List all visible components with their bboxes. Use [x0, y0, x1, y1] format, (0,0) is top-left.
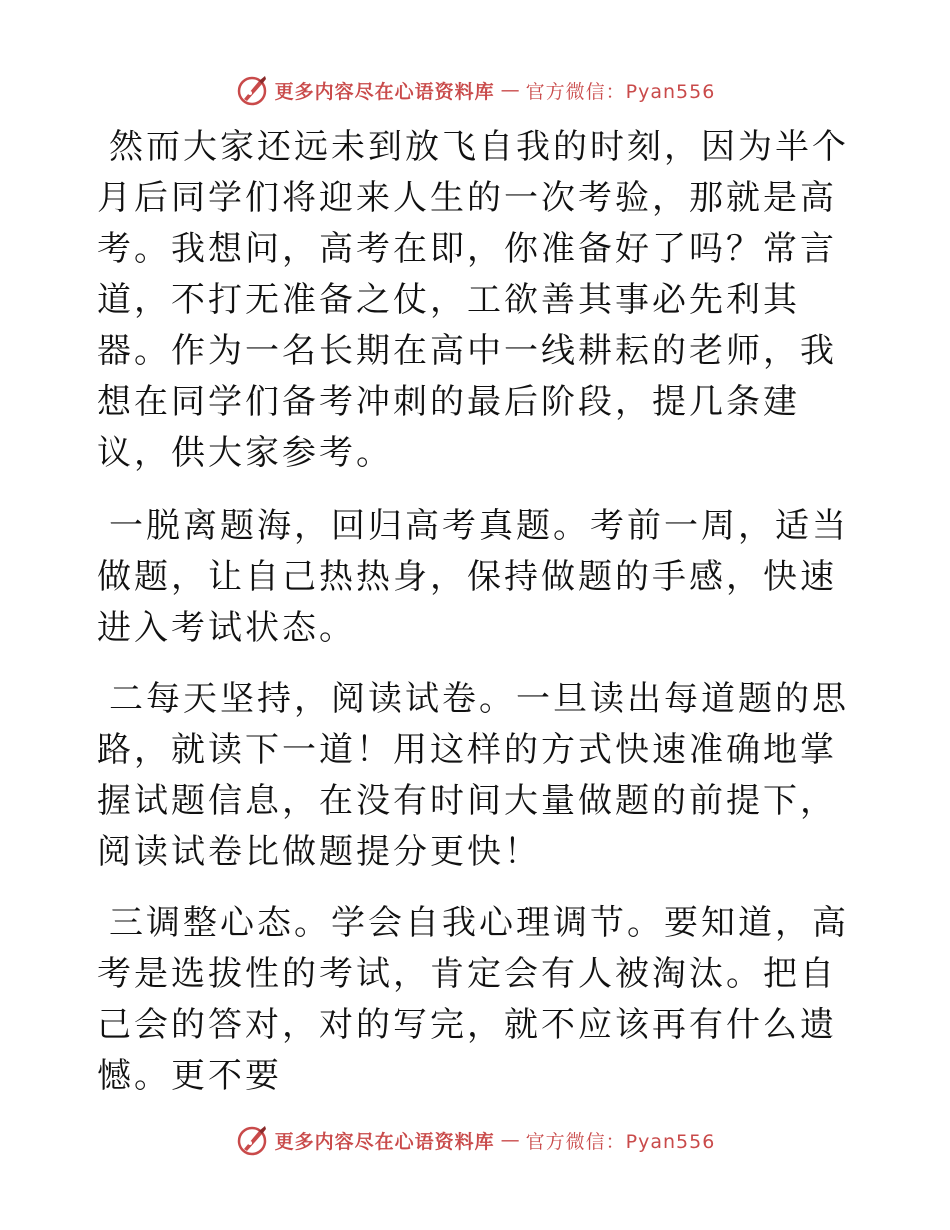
paragraph-advice-3: 三调整心态。学会自我心理调节。要知道，高考是选拔性的考试，肯定会有人被淘汰。把自己会的答对，对的写完，就不应该再有什么遗憾。更不要	[97, 903, 849, 1096]
header-wechat-text: 官方微信：Pyan556	[525, 80, 716, 103]
header-watermark-banner	[0, 70, 950, 110]
quill-pen-logo-icon	[235, 73, 269, 107]
footer-separator: —	[500, 1129, 520, 1151]
header-separator: —	[500, 79, 520, 101]
paragraph-advice-1: 一脱离题海，回归高考真题。考前一周，适当做题，让自己热热身，保持做题的手感，快速进入考试状态。	[97, 506, 849, 648]
header-brand-text: 更多内容尽在心语资料库	[274, 80, 495, 103]
footer-brand-text: 更多内容尽在心语资料库	[274, 1130, 495, 1153]
footer-wechat-text: 官方微信：Pyan556	[525, 1130, 716, 1153]
document-body	[97, 122, 857, 1122]
paragraph-advice-2: 二每天坚持，阅读试卷。一旦读出每道题的思路，就读下一道！用这样的方式快速准确地掌握试题信息，在没有时间大量做题的前提下，阅读试卷比做题提分更快！	[97, 679, 849, 872]
footer-watermark-banner	[0, 1120, 950, 1160]
paragraph-intro: 然而大家还远未到放飞自我的时刻，因为半个月后同学们将迎来人生的一次考验，那就是高考。我想问，高考在即，你准备好了吗？常言道，不打无准备之仗，工欲善其事必先利其器。作为一名长期在高中一线耕耘的老师，我想在同学们备考冲刺的最后阶段，提几条建议，供大家参考。	[97, 127, 849, 473]
quill-pen-logo-icon	[235, 1123, 269, 1157]
